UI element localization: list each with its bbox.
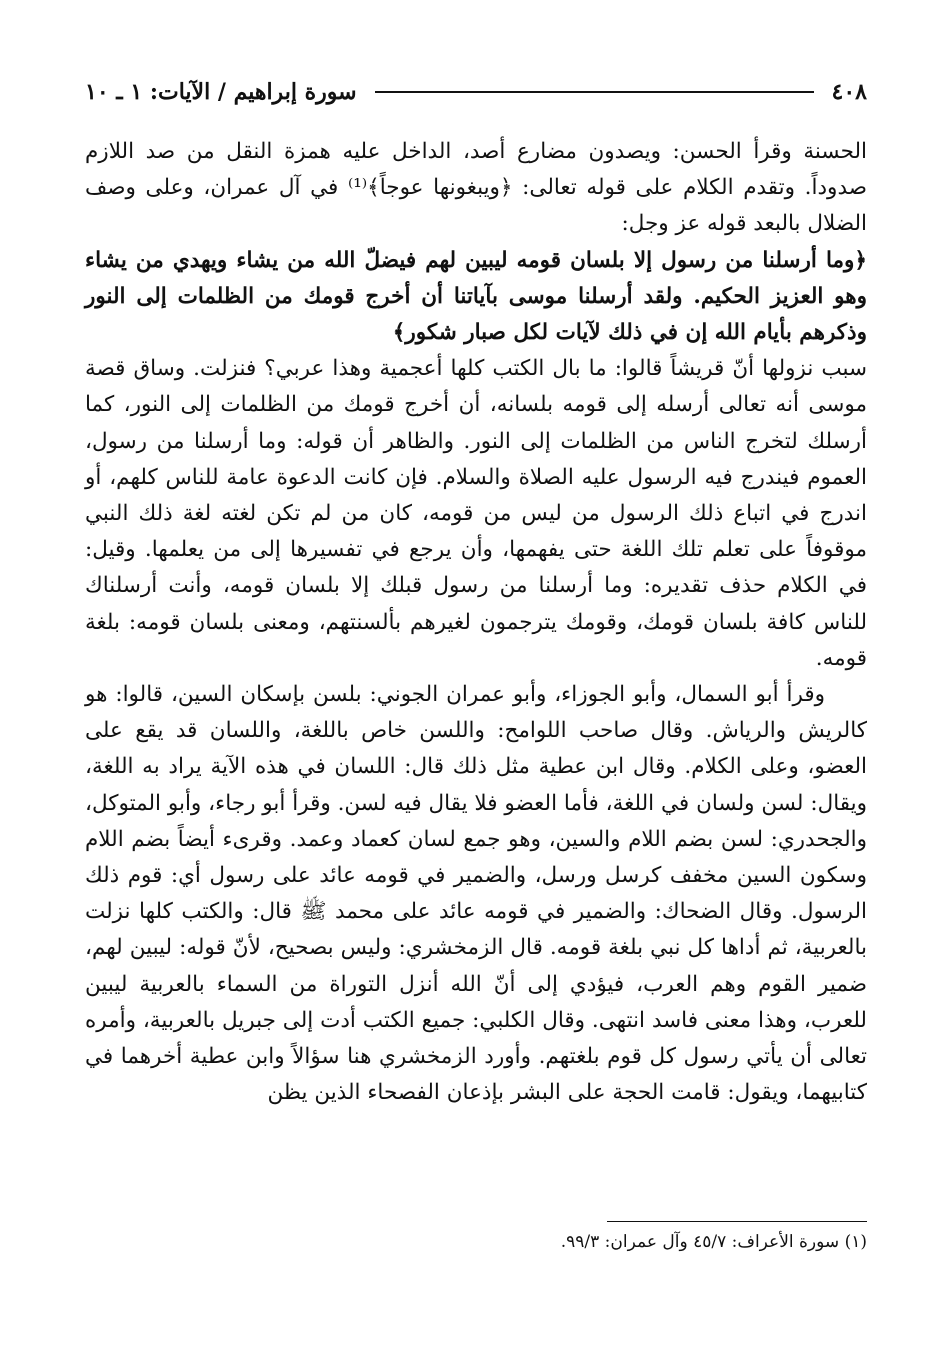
- footnote-rule: [607, 1221, 867, 1222]
- paragraph: الحسنة وقرأ الحسن: ويصدون مضارع أصد، الداخل عليه همزة النقل من صد اللازم صدوداً. وتقدم الكلام على قوله تعالى: ﴿ويبغونها عوجاً﴾⁽¹⁾ في آل عمران، وعلى وصف الضلال بالبعد قوله عز وجل:: [85, 139, 867, 237]
- quran-verse: ﴿وما أرسلنا من رسول إلا بلسان قومه ليبين لهم فيضلّ الله من يشاء ويهدي من يشاء وهو العزيز الحكيم. ولقد أرسلنا موسى بآياتنا أن أخرج قومك من الظلمات إلى النور وذكرهم بأيام الله إن في ذلك لآيات لكل صبار شكور﴾: [85, 247, 867, 346]
- page-number: ٤٠٨: [831, 79, 867, 105]
- paragraph: وقرأ أبو السمال، وأبو الجوزاء، وأبو عمران الجوني: بلسن بإسكان السين، قالوا: هو كالريش والرياش. وقال صاحب اللوامح: واللسن خاص باللغة، واللسان قد يقع على العضو، وعلى الكلام. وقال ابن عطية مثل ذلك قال: اللسان في هذه الآية يراد به اللغة، ويقال: لسن ولسان في اللغة، فأما العضو فلا يقال فيه لسن. وقرأ أبو رجاء، وأبو المتوكل، والجحدري: لسن بضم اللام والسين، وهو جمع لسان كعماد وعمد. وقرىء أيضاً بضم اللام وسكون السين مخفف كرسل ورسل، والضمير في قومه عائد على رسول أي: قوم ذلك الرسول. وقال الضحاك: والضمير في قومه عائد على محمد ﷺ قال: والكتب كلها نزلت بالعربية، ثم أداها كل نبي بلغة قومه. قال الزمخشري: وليس بصحيح، لأنّ قوله: ليبين لهم، ضمير القوم وهم العرب، فيؤدي إلى أنّ الله أنزل التوراة من السماء بالعربية ليبين للعرب، وهذا معنى فاسد انتهى. وقال الكلبي: جميع الكتب أدت إلى جبريل بالعربية، وأمره تعالى أن يأتي رسول كل قوم بلغتهم. وأورد الزمخشري هنا سؤالاً وابن عطية أخرهما في كتابيهما، ويقول: قامت الحجة على البشر بإذعان الفصحاء الذين يظن: [85, 682, 867, 1106]
- page-header: [85, 70, 867, 114]
- verse-paragraph: [85, 243, 867, 352]
- running-title: سورة إبراهيم / الآيات: ١ ـ ١٠: [85, 79, 357, 105]
- header-rule: [375, 91, 814, 93]
- footnote: (١) سورة الأعراف: ٤٥/٧ وآل عمران: ٩٩/٣.: [560, 1232, 867, 1252]
- main-text: [85, 134, 867, 1111]
- paragraph: سبب نزولها أنّ قريشاً قالوا: ما بال الكتب كلها أعجمية وهذا عربي؟ فنزلت. وساق قصة موسى أنه تعالى أرسله إلى قومه بلسانه، أن أخرج قومك من الظلمات إلى النور، كما أرسلك لتخرج الناس من الظلمات إلى النور. والظاهر أن قوله: وما أرسلنا من رسول، العموم فيندرج فيه الرسول عليه الصلاة والسلام. فإن كانت الدعوة عامة للناس كلهم، أو اندرج في اتباع ذلك الرسول من ليس من قومه، كان من لم تكن لغته لغة ذلك النبي موقوفاً على تعلم تلك اللغة حتى يفهمها، وأن يرجع في تفسيرها إلى من يعلمها. وقيل: في الكلام حذف تقديره: وما أرسلنا من رسول قبلك إلا بلسان قومه، وأنت أرسلناك للناس كافة بلسان قومك، وقومك يترجمون لغيرهم بألسنتهم، ومعنى بلسان قومه: بلغة قومه.: [85, 356, 867, 671]
- book-page: [85, 70, 867, 1252]
